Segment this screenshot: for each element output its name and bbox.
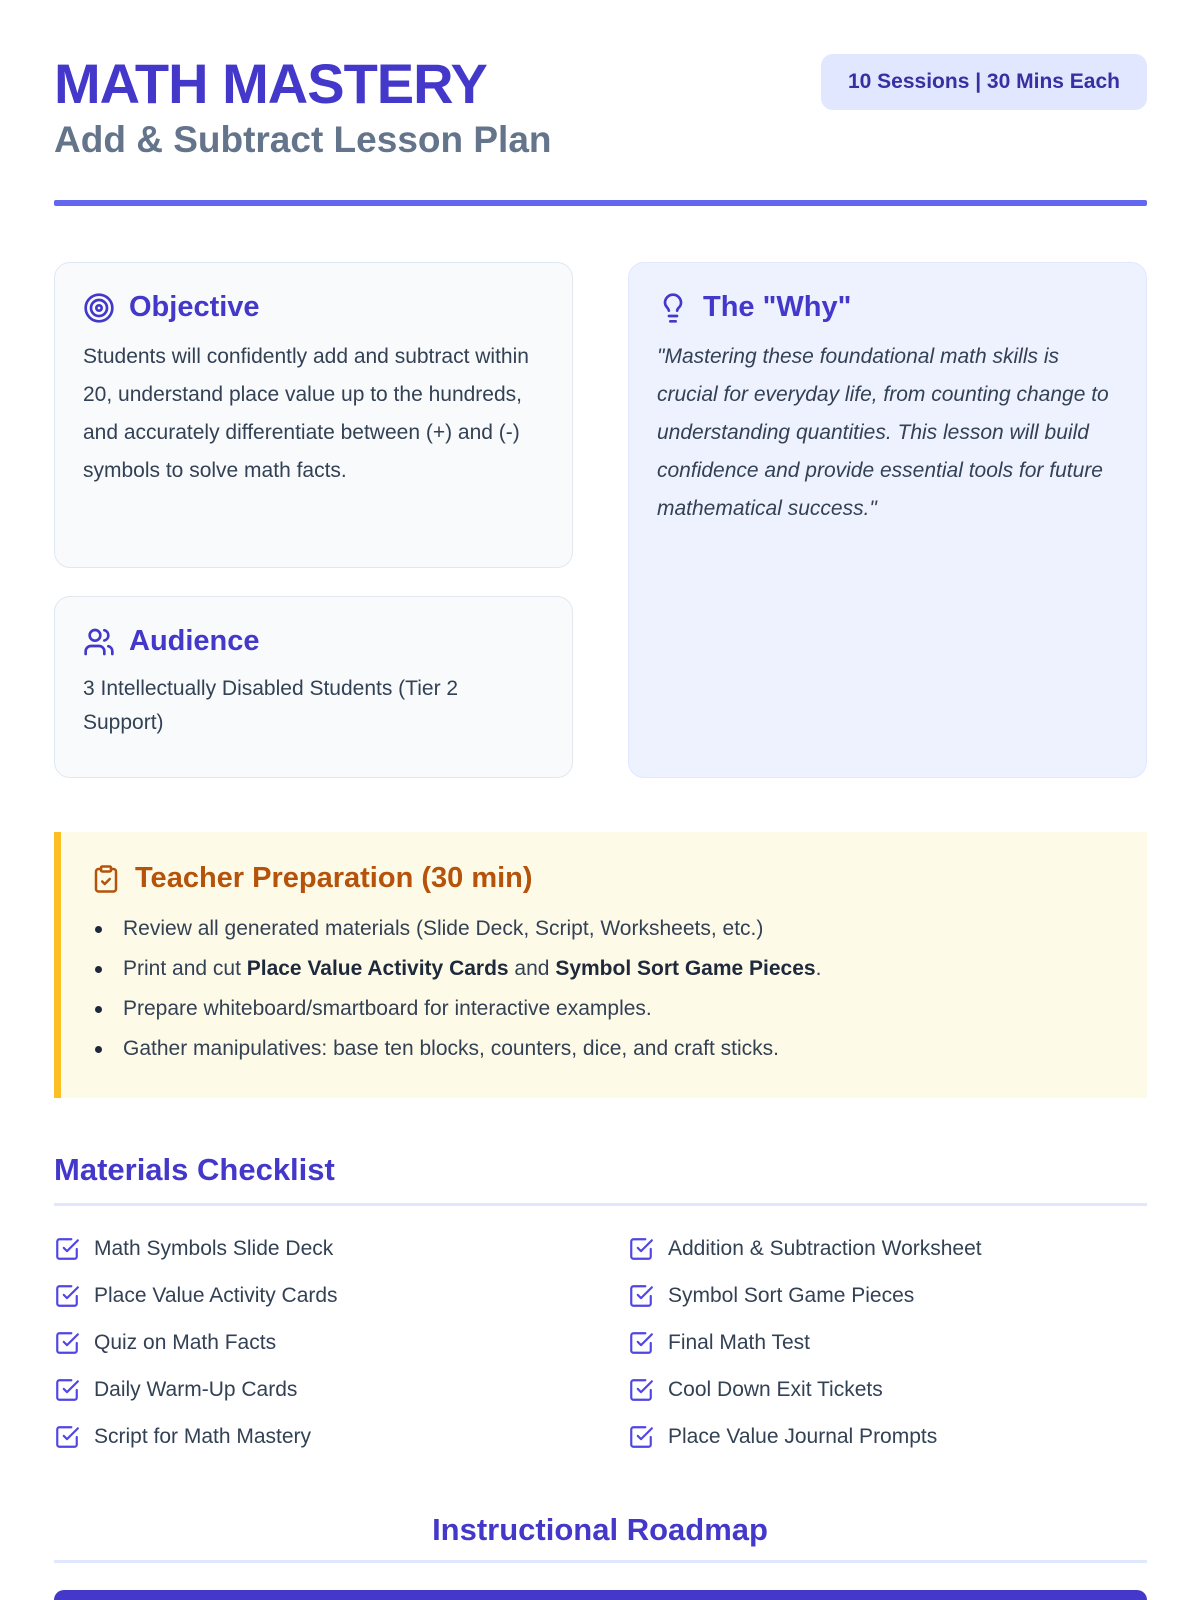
checklist-label: Cool Down Exit Tickets <box>668 1377 883 1401</box>
roadmap-header-bar <box>54 1590 1147 1600</box>
objective-card <box>54 262 573 568</box>
checklist-label: Addition & Subtraction Worksheet <box>668 1236 982 1260</box>
prep-item-text: and <box>508 957 556 980</box>
prep-item-emphasis: Place Value Activity Cards <box>246 957 509 980</box>
checklist-item[interactable] <box>54 1232 628 1265</box>
session-badge: 10 Sessions | 30 Mins Each <box>821 54 1147 110</box>
prep-item-text: Print and cut <box>123 957 247 980</box>
objective-text: Students will confidently add and subtract within 20, understand place value up to the hundreds, and accurately differentiate between (+) and (-) symbols to solve math facts. <box>83 345 529 482</box>
prep-item-text: Review all generated materials (Slide Deck, Script, Worksheets, etc.) <box>123 917 764 940</box>
prep-item-text: . <box>815 957 822 980</box>
why-quote: "Mastering these foundational math skills is crucial for everyday life, from counting change to understanding quantities. This lesson will build confidence and provide essential tools for future mathematical success." <box>657 345 1109 520</box>
checkbox-checked-icon <box>628 1330 654 1356</box>
checklist-label: Math Symbols Slide Deck <box>94 1236 334 1260</box>
checkbox-checked-icon <box>54 1283 80 1309</box>
checkbox-checked-icon <box>54 1236 80 1262</box>
why-title: The "Why" <box>703 291 852 323</box>
lightbulb-icon <box>657 292 689 324</box>
checklist-item[interactable] <box>628 1373 1147 1406</box>
roadmap-divider <box>54 1560 1147 1563</box>
checklist-label: Final Math Test <box>668 1330 811 1354</box>
checklist-item[interactable] <box>628 1279 1147 1312</box>
target-icon <box>83 292 115 324</box>
audience-title: Audience <box>129 625 260 657</box>
checklist-label: Daily Warm-Up Cards <box>94 1377 298 1401</box>
clipboard-check-icon <box>91 864 121 894</box>
checklist-item[interactable] <box>628 1232 1147 1265</box>
checklist-item[interactable] <box>54 1420 628 1453</box>
checkbox-checked-icon <box>628 1236 654 1262</box>
checkbox-checked-icon <box>628 1283 654 1309</box>
checklist-label: Script for Math Mastery <box>94 1424 312 1448</box>
checkbox-checked-icon <box>628 1377 654 1403</box>
checklist-label: Quiz on Math Facts <box>94 1330 277 1354</box>
roadmap-title: Instructional Roadmap <box>432 1512 768 1547</box>
page-title: MATH MASTERY <box>54 52 487 115</box>
users-icon <box>83 626 115 658</box>
header-divider <box>54 200 1147 206</box>
prep-item <box>91 989 1117 1029</box>
checkbox-checked-icon <box>628 1424 654 1450</box>
why-card <box>628 262 1147 778</box>
teacher-prep-title: Teacher Preparation (30 min) <box>135 862 533 894</box>
checkbox-checked-icon <box>54 1424 80 1450</box>
materials-divider <box>54 1203 1147 1206</box>
checklist-item[interactable] <box>628 1420 1147 1453</box>
checklist-label: Place Value Journal Prompts <box>668 1424 938 1448</box>
checkbox-checked-icon <box>54 1377 80 1403</box>
checklist-label: Symbol Sort Game Pieces <box>668 1283 915 1307</box>
prep-item <box>91 909 1117 949</box>
checkbox-checked-icon <box>54 1330 80 1356</box>
checklist-item[interactable] <box>54 1373 628 1406</box>
checklist-label: Place Value Activity Cards <box>94 1283 338 1307</box>
prep-item <box>91 1029 1117 1069</box>
page-subtitle: Add & Subtract Lesson Plan <box>54 119 552 160</box>
checklist-item[interactable] <box>628 1326 1147 1359</box>
prep-item-text: Prepare whiteboard/smartboard for interactive examples. <box>123 997 652 1020</box>
teacher-prep-section <box>54 832 1147 1098</box>
checklist-item[interactable] <box>54 1279 628 1312</box>
audience-card <box>54 596 573 778</box>
materials-checklist <box>54 1232 1147 1453</box>
prep-item-text: Gather manipulatives: base ten blocks, counters, dice, and craft sticks. <box>123 1037 779 1060</box>
audience-text: 3 Intellectually Disabled Students (Tier 2 Support) <box>83 677 459 734</box>
page-header <box>54 52 1147 162</box>
prep-list <box>91 909 1117 1069</box>
prep-item-emphasis: Symbol Sort Game Pieces <box>555 957 816 980</box>
prep-item <box>91 949 1117 989</box>
objective-title: Objective <box>129 291 260 323</box>
checklist-item[interactable] <box>54 1326 628 1359</box>
materials-title: Materials Checklist <box>54 1152 335 1187</box>
